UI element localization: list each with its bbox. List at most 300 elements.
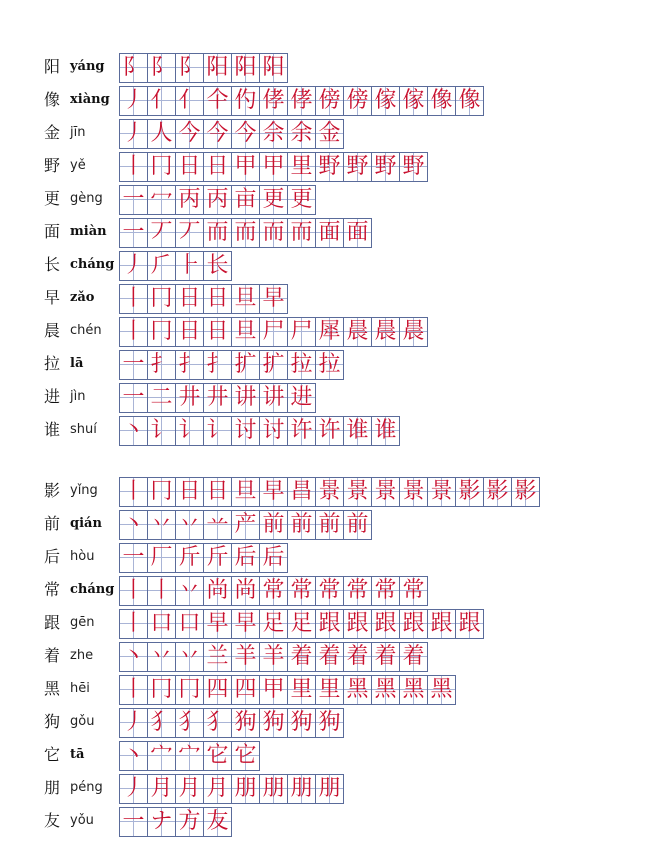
stroke-step-cell [484,478,512,506]
stroke-step-glyph: 景 [374,479,397,504]
stroke-step-cell [260,87,288,115]
stroke-step-cell [372,87,400,115]
stroke-step-cell [148,285,176,313]
stroke-step-cell [344,577,372,605]
stroke-step-cell [344,219,372,247]
stroke-step-glyph: 丨 [122,677,145,702]
stroke-order-grid [119,774,344,804]
stroke-step-glyph: 日 [178,286,201,311]
stroke-step-glyph: 丿 [122,88,145,113]
stroke-step-glyph: 丿 [122,710,145,735]
stroke-step-cell [232,285,260,313]
stroke-step-glyph: 余 [290,121,313,146]
stroke-step-cell [176,478,204,506]
stroke-step-cell [288,351,316,379]
stroke-step-glyph: 傍 [346,88,369,113]
stroke-step-cell [260,709,288,737]
stroke-step-glyph: 讠 [150,418,173,443]
stroke-step-cell [232,742,260,770]
character-row [0,804,645,838]
pinyin-label: jīn [70,125,86,140]
stroke-step-glyph: 讲 [262,385,285,410]
stroke-step-cell [288,153,316,181]
stroke-step-cell [232,478,260,506]
stroke-step-cell [148,742,176,770]
hanzi-character: 常 [44,580,61,599]
stroke-step-cell [232,186,260,214]
stroke-step-glyph: 扩 [262,352,285,377]
stroke-step-glyph: 斤 [206,545,229,570]
stroke-step-glyph: 着 [290,644,313,669]
stroke-step-glyph: 月 [178,776,201,801]
stroke-step-glyph: 里 [290,677,313,702]
stroke-step-glyph: 丷 [150,512,173,537]
stroke-step-glyph: 犭 [206,710,229,735]
hanzi-character: 早 [44,288,61,307]
stroke-step-glyph: 常 [374,578,397,603]
stroke-step-cell [400,643,428,671]
stroke-step-glyph: 跟 [318,611,341,636]
stroke-step-cell [120,643,148,671]
stroke-step-glyph: 它 [206,743,229,768]
stroke-step-glyph: 狗 [262,710,285,735]
stroke-step-glyph: 像 [458,88,481,113]
stroke-order-grid [119,642,428,672]
stroke-step-glyph: 厂 [150,545,173,570]
stroke-step-glyph: 而 [262,220,285,245]
stroke-step-cell [316,351,344,379]
stroke-step-glyph: 朋 [318,776,341,801]
stroke-step-glyph: 友 [206,809,229,834]
stroke-step-cell [120,478,148,506]
stroke-step-glyph: 丶 [122,644,145,669]
hanzi-character: 进 [44,387,61,406]
stroke-step-cell [372,417,400,445]
stroke-step-cell [176,318,204,346]
stroke-step-cell [232,775,260,803]
stroke-step-glyph: 今 [178,121,201,146]
stroke-step-glyph: 丙 [178,187,201,212]
stroke-step-cell [288,643,316,671]
stroke-step-cell [120,120,148,148]
character-row [0,573,645,607]
stroke-step-cell [120,384,148,412]
stroke-step-glyph: 常 [346,578,369,603]
stroke-step-glyph: 扌 [178,352,201,377]
stroke-step-glyph: 丷 [178,578,201,603]
stroke-step-cell [316,775,344,803]
stroke-step-cell [428,87,456,115]
stroke-step-glyph: 讲 [234,385,257,410]
stroke-step-glyph: 狗 [234,710,257,735]
stroke-step-glyph: 甲 [262,677,285,702]
stroke-step-cell [176,285,204,313]
stroke-step-glyph: 拉 [290,352,313,377]
hanzi-character: 黑 [44,679,61,698]
stroke-step-cell [232,351,260,379]
stroke-step-glyph: 丨 [122,479,145,504]
stroke-step-cell [204,478,232,506]
stroke-step-cell [232,417,260,445]
stroke-step-glyph: 日 [206,154,229,179]
stroke-step-cell [316,417,344,445]
stroke-step-cell [232,54,260,82]
stroke-step-cell [288,417,316,445]
stroke-step-cell [260,775,288,803]
stroke-step-glyph: 甲 [262,154,285,179]
stroke-step-glyph: 井 [178,385,201,410]
stroke-step-glyph: 丨 [122,611,145,636]
stroke-step-cell [204,511,232,539]
stroke-step-glyph: 讠 [178,418,201,443]
stroke-step-glyph: 一 [122,545,145,570]
stroke-step-glyph: 亻 [178,88,201,113]
stroke-step-glyph: 早 [206,611,229,636]
stroke-step-cell [204,186,232,214]
character-row [0,672,645,706]
stroke-step-cell [120,153,148,181]
stroke-step-glyph: 像 [430,88,453,113]
stroke-step-cell [288,87,316,115]
stroke-step-cell [120,318,148,346]
stroke-step-glyph: 黑 [346,677,369,702]
stroke-step-glyph: 而 [206,220,229,245]
pinyin-label: yǐng [70,483,98,498]
stroke-step-cell [120,511,148,539]
stroke-step-cell [120,87,148,115]
stroke-step-cell [120,544,148,572]
stroke-step-cell [148,219,176,247]
stroke-step-cell [120,219,148,247]
stroke-step-glyph: 早 [262,479,285,504]
stroke-step-cell [288,610,316,638]
stroke-step-cell [344,676,372,704]
stroke-order-grid [119,543,288,573]
hanzi-character: 跟 [44,613,61,632]
stroke-step-glyph: 后 [262,545,285,570]
pinyin-label: cháng [70,582,115,597]
stroke-step-glyph: 方 [178,809,201,834]
stroke-step-glyph: 足 [290,611,313,636]
stroke-step-glyph: 旦 [234,319,257,344]
stroke-step-cell [260,544,288,572]
stroke-step-cell [204,351,232,379]
stroke-step-glyph: 丨 [122,154,145,179]
stroke-step-cell [232,544,260,572]
stroke-step-glyph: 羊 [234,644,257,669]
stroke-step-glyph: 侾 [262,88,285,113]
stroke-order-grid [119,251,232,281]
stroke-step-glyph: 丶 [122,418,145,443]
stroke-step-glyph: 侾 [290,88,313,113]
stroke-step-glyph: 犭 [150,710,173,735]
hanzi-character: 野 [44,156,61,175]
stroke-step-cell [176,643,204,671]
stroke-step-cell [344,610,372,638]
stroke-step-cell [148,610,176,638]
stroke-step-glyph: 野 [402,154,425,179]
stroke-step-glyph: 傢 [402,88,425,113]
stroke-step-cell [288,709,316,737]
stroke-step-cell [148,643,176,671]
stroke-step-glyph: 景 [346,479,369,504]
stroke-step-cell [400,478,428,506]
stroke-step-cell [316,318,344,346]
hanzi-character: 影 [44,481,61,500]
stroke-step-cell [176,186,204,214]
stroke-step-cell [120,709,148,737]
stroke-step-cell [176,544,204,572]
stroke-step-glyph: 日 [178,479,201,504]
stroke-step-cell [204,153,232,181]
stroke-step-glyph: 丆 [178,220,201,245]
stroke-step-cell [288,120,316,148]
stroke-step-cell [176,153,204,181]
stroke-step-cell [372,643,400,671]
hanzi-character: 像 [44,90,61,109]
stroke-step-cell [316,577,344,605]
stroke-step-cell [148,153,176,181]
stroke-step-glyph: 前 [262,512,285,537]
stroke-step-cell [176,577,204,605]
stroke-step-glyph: 常 [402,578,425,603]
pinyin-label: hēi [70,681,90,696]
hanzi-character: 它 [44,745,61,764]
stroke-step-glyph: 讨 [234,418,257,443]
stroke-step-cell [260,318,288,346]
character-row [0,705,645,739]
stroke-step-cell [232,643,260,671]
stroke-step-cell [456,478,484,506]
stroke-step-cell [316,709,344,737]
stroke-step-cell [344,511,372,539]
stroke-step-cell [148,252,176,280]
stroke-step-cell [120,252,148,280]
stroke-order-grid [119,350,344,380]
stroke-step-glyph: 更 [262,187,285,212]
stroke-step-cell [148,511,176,539]
stroke-step-glyph: 前 [318,512,341,537]
stroke-step-glyph: 斤 [178,545,201,570]
stroke-step-glyph: 尚 [234,578,257,603]
character-row [0,215,645,249]
stroke-step-cell [400,577,428,605]
stroke-step-cell [400,153,428,181]
stroke-step-cell [232,610,260,638]
stroke-step-glyph: 冂 [150,677,173,702]
character-row [0,639,645,673]
stroke-step-cell [120,610,148,638]
stroke-step-cell [400,610,428,638]
stroke-step-glyph: 拉 [318,352,341,377]
stroke-step-glyph: 丷 [178,644,201,669]
stroke-step-cell [260,511,288,539]
pinyin-label: chén [70,323,102,338]
stroke-step-glyph: 丶 [122,743,145,768]
character-row [0,83,645,117]
stroke-step-cell [288,577,316,605]
stroke-step-glyph: 黑 [430,677,453,702]
stroke-step-glyph: 月 [206,776,229,801]
stroke-step-cell [176,742,204,770]
stroke-step-glyph: 朋 [290,776,313,801]
stroke-step-cell [232,120,260,148]
character-row [0,413,645,447]
stroke-step-cell [288,478,316,506]
stroke-order-grid [119,53,288,83]
stroke-step-glyph: 宀 [150,743,173,768]
stroke-step-cell [120,808,148,836]
stroke-step-glyph: 影 [486,479,509,504]
stroke-step-cell [176,351,204,379]
stroke-step-cell [204,252,232,280]
stroke-step-cell [512,478,540,506]
stroke-step-cell [204,219,232,247]
stroke-step-glyph: 野 [346,154,369,179]
stroke-step-cell [288,219,316,247]
stroke-step-cell [204,120,232,148]
stroke-step-glyph: 前 [290,512,313,537]
pinyin-label: cháng [70,257,115,272]
stroke-step-glyph: 口 [150,611,173,636]
stroke-step-glyph: ⺁ [150,253,173,278]
stroke-step-cell [176,120,204,148]
stroke-step-cell [400,87,428,115]
pinyin-label: miàn [70,224,107,239]
stroke-step-glyph: 䒑 [206,512,229,537]
stroke-step-cell [260,676,288,704]
stroke-step-glyph: 晨 [402,319,425,344]
stroke-step-glyph: 更 [290,187,313,212]
pinyin-label: yáng [70,59,105,74]
stroke-step-cell [176,219,204,247]
stroke-step-glyph: 今 [234,121,257,146]
stroke-step-cell [288,318,316,346]
stroke-step-cell [204,417,232,445]
stroke-step-glyph: 后 [234,545,257,570]
stroke-step-cell [176,511,204,539]
stroke-step-cell [400,676,428,704]
character-row [0,314,645,348]
pinyin-label: tā [70,747,85,762]
stroke-step-cell [316,87,344,115]
stroke-step-cell [316,676,344,704]
stroke-step-cell [316,643,344,671]
stroke-step-glyph: 井 [206,385,229,410]
pinyin-label: jìn [70,389,86,404]
pinyin-label: shuí [70,422,97,437]
pinyin-label: gǒu [70,714,95,729]
stroke-step-glyph: 旦 [234,286,257,311]
stroke-step-glyph: 冂 [150,479,173,504]
stroke-step-glyph: 而 [234,220,257,245]
stroke-step-glyph: 谁 [374,418,397,443]
stroke-order-grid [119,416,400,446]
pinyin-label: lā [70,356,84,371]
stroke-step-cell [232,709,260,737]
stroke-order-grid [119,708,344,738]
stroke-step-cell [176,676,204,704]
stroke-step-glyph: 羊 [262,644,285,669]
stroke-step-cell [204,544,232,572]
stroke-step-glyph: 着 [318,644,341,669]
stroke-step-cell [148,54,176,82]
stroke-step-glyph: 四 [206,677,229,702]
stroke-step-glyph: 兰 [206,644,229,669]
stroke-step-glyph: 日 [178,154,201,179]
hanzi-character: 金 [44,123,61,142]
stroke-step-glyph: 亩 [234,187,257,212]
stroke-step-glyph: 丆 [150,220,173,245]
character-row [0,606,645,640]
stroke-step-cell [372,318,400,346]
stroke-step-cell [204,709,232,737]
stroke-step-glyph: 日 [206,319,229,344]
stroke-step-glyph: 跟 [346,611,369,636]
stroke-step-glyph: 影 [458,479,481,504]
stroke-step-cell [204,775,232,803]
stroke-step-glyph: 野 [374,154,397,179]
stroke-step-glyph: 足 [262,611,285,636]
stroke-step-cell [148,417,176,445]
stroke-step-cell [316,120,344,148]
stroke-step-cell [344,87,372,115]
character-row [0,116,645,150]
character-row [0,248,645,282]
pinyin-label: gèng [70,191,103,206]
stroke-step-cell [316,219,344,247]
stroke-step-cell [344,643,372,671]
stroke-step-glyph: 影 [514,479,537,504]
stroke-step-glyph: 月 [150,776,173,801]
stroke-step-cell [232,219,260,247]
stroke-step-cell [428,478,456,506]
stroke-step-glyph: 宀 [178,743,201,768]
stroke-step-glyph: 产 [234,512,257,537]
stroke-step-cell [372,610,400,638]
stroke-step-glyph: 丿 [122,253,145,278]
stroke-step-glyph: 傢 [374,88,397,113]
stroke-step-glyph: 景 [402,479,425,504]
stroke-step-glyph: ⺊ [178,253,201,278]
stroke-step-glyph: 昌 [290,479,313,504]
stroke-step-glyph: 而 [290,220,313,245]
stroke-step-cell [344,318,372,346]
stroke-step-cell [260,351,288,379]
stroke-step-cell [232,87,260,115]
stroke-step-glyph: 旦 [234,479,257,504]
stroke-order-grid [119,317,428,347]
stroke-step-glyph: 扌 [206,352,229,377]
stroke-step-glyph: 冂 [178,677,201,702]
stroke-step-glyph: 长 [206,253,229,278]
stroke-step-cell [148,384,176,412]
stroke-step-glyph: 甲 [234,154,257,179]
stroke-step-cell [204,54,232,82]
stroke-step-glyph: 跟 [374,611,397,636]
stroke-step-cell [232,318,260,346]
stroke-step-glyph: 日 [206,286,229,311]
stroke-step-cell [260,285,288,313]
character-row [0,182,645,216]
stroke-step-cell [288,775,316,803]
stroke-order-grid [119,741,260,771]
stroke-step-cell [232,153,260,181]
stroke-step-cell [148,478,176,506]
stroke-step-cell [372,577,400,605]
stroke-step-cell [344,417,372,445]
stroke-step-glyph: 丨 [122,578,145,603]
